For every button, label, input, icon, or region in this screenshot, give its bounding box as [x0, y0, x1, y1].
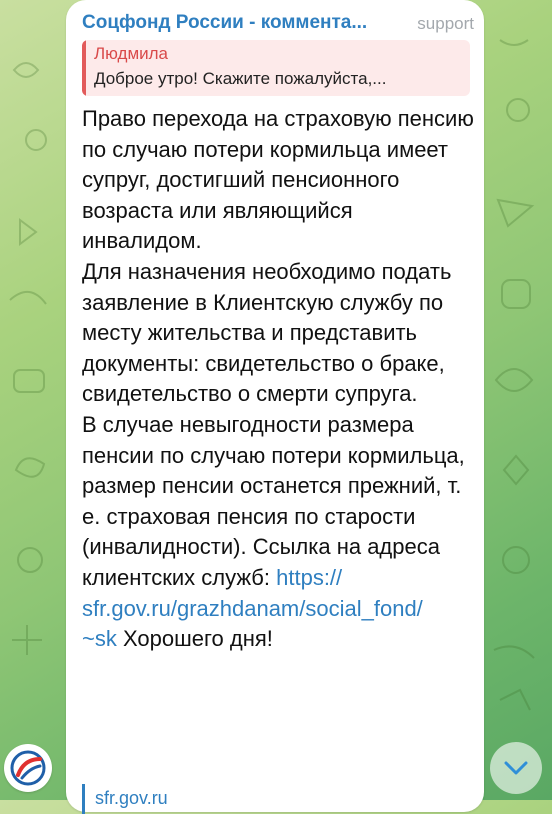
sfr-logo-icon [4, 744, 52, 792]
message-paragraph-3 [82, 410, 474, 655]
reply-author: Людмила [94, 44, 169, 63]
link-preview-site: sfr.gov.ru [95, 788, 168, 808]
message-paragraph-2: Для назначения необходимо подать заявление в Клиентскую службу по месту жительства и представить документы: свидетельство о браке, свидетельство о смерти супруга. [82, 258, 452, 407]
reply-quote[interactable] [82, 40, 470, 96]
link-part-3[interactable]: ~sk [82, 626, 117, 652]
scroll-down-button[interactable] [490, 742, 542, 794]
link-part-1[interactable]: https:// [276, 564, 343, 590]
message-bubble [66, 0, 484, 812]
chevron-down-icon [490, 742, 542, 794]
link-preview[interactable] [82, 784, 473, 814]
closing-text: Хорошего дня! [122, 626, 273, 652]
message-header [82, 12, 474, 36]
link-part-2[interactable]: sfr.gov.ru/grazhdanam/social_fond/ [82, 595, 423, 621]
message-text [82, 104, 474, 655]
message-paragraph-1: Право перехода на страховую пенсию по случаю потери кормильца имеет супруг, достигший пенсионного возраста или являющийся инвалидом. [82, 106, 474, 254]
message-paragraph-3-text: В случае невыгодности размера пенсии по случаю потери кормильца, размер пенсии останется прежний, т. е. страховая пенсия по старости (инвалидности). Ссылка на адреса клиентских служб: [82, 411, 465, 590]
author-tag: support [417, 14, 474, 33]
reply-text: Доброе утро! Скажите пожалуйста,... [94, 69, 387, 88]
reply-accent-bar [82, 40, 86, 96]
sender-avatar[interactable] [4, 744, 52, 792]
sender-name[interactable]: Соцфонд России - коммента... [82, 12, 368, 33]
